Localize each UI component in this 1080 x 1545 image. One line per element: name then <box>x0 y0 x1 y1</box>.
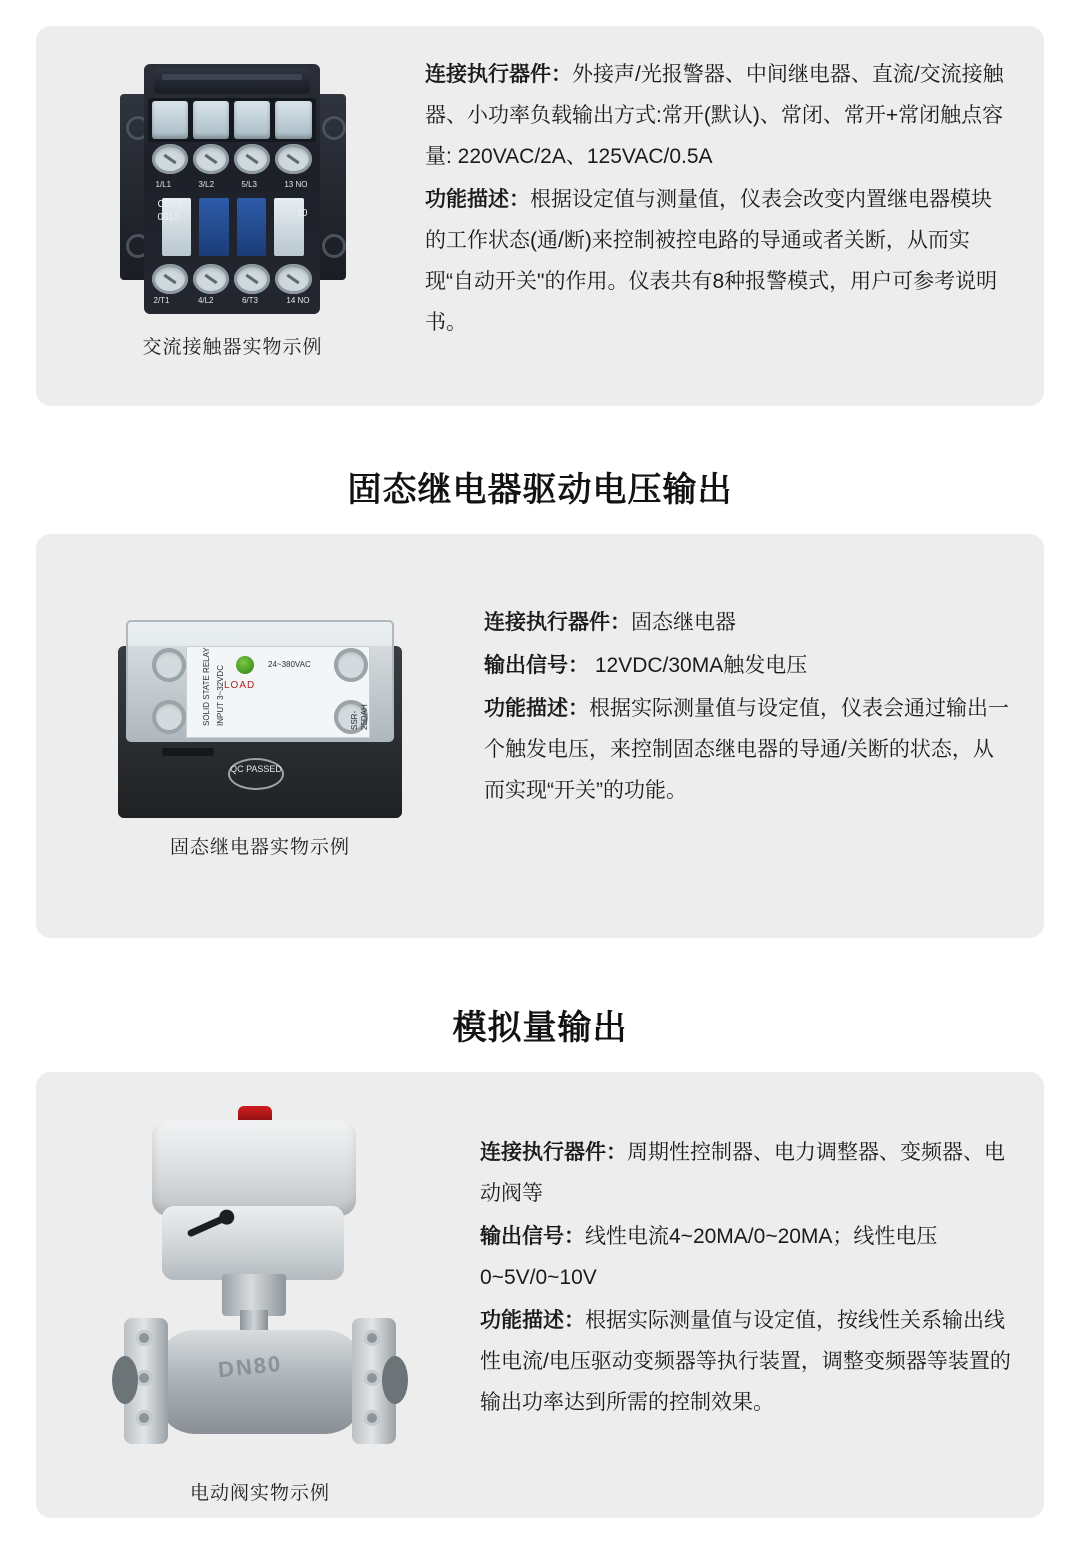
contactor-top-bar <box>154 68 310 94</box>
ssr-qc-stamp: QC PASSED <box>228 758 284 790</box>
contactor-paragraph-1-text: 外接声/光报警器、中间继电器、直流/交流接触器、小功率负载输出方式:常开(默认)、常闭、常开+常闭触点容量: 220VAC/2A、125VAC/0.5A <box>425 63 1004 168</box>
section-card-ssr <box>36 534 1044 938</box>
terminal-label-2: 3/L2 <box>198 180 215 189</box>
terminal-label-7: 6/T3 <box>241 296 258 305</box>
contactor-brand-label: CJX2 0910 <box>157 199 182 223</box>
contactor-paragraph-1-label: 连接执行器件： <box>425 63 572 86</box>
section-title-ssr: 固态继电器驱动电压输出 <box>347 471 733 509</box>
valve-paragraph-2 <box>480 1216 1014 1298</box>
contactor-coil-blocks <box>162 198 304 256</box>
valve-paragraph-1 <box>480 1132 1014 1214</box>
contactor-media <box>60 48 405 359</box>
contactor-terminal-caps <box>148 98 316 142</box>
ssr-paragraph-1-label: 连接执行器件： <box>484 611 631 634</box>
valve-paragraph-1-text: 周期性控制器、电力调整器、变频器、电动阀等 <box>480 1141 1005 1205</box>
ssr-paragraph-2 <box>484 645 1014 686</box>
ssr-paragraph-3-text: 根据实际测量值与设定值，仪表会通过输出一个触发电压，来控制固态继电器的导通/关断的状态，从而实现“开关”的功能。 <box>484 697 1009 802</box>
ssr-input-text: INPUT 3~32VDC <box>216 665 225 726</box>
ssr-media <box>60 556 460 859</box>
terminal-label-5: 2/T1 <box>153 296 170 305</box>
contactor-paragraph-2 <box>425 179 1004 343</box>
valve-paragraph-1-label: 连接执行器件： <box>480 1141 627 1164</box>
section-title-analog: 模拟量输出 <box>452 1009 628 1047</box>
electric-valve-photo <box>100 1102 420 1472</box>
terminal-label-8: 14 NO <box>286 296 310 305</box>
contactor-right-bracket <box>316 94 346 280</box>
ssr-ac-text: 24~380VAC <box>268 660 311 669</box>
ssr-paragraph-2-label: 输出信号： <box>484 654 589 677</box>
ssr-terminal-bottom-left <box>152 700 186 734</box>
section-card-contactor <box>36 26 1044 406</box>
valve-actuator-upper <box>152 1120 356 1216</box>
ssr-paragraph-1 <box>484 602 1014 643</box>
ssr-terminal-top-right <box>334 648 368 682</box>
ssr-vent-slot <box>162 748 214 756</box>
contactor-code-label: 10 <box>296 208 308 219</box>
valve-image-caption: 电动阀实物示例 <box>189 1483 330 1504</box>
contactor-text-column <box>405 48 1014 345</box>
valve-body <box>162 1330 358 1434</box>
ssr-paragraph-3-label: 功能描述： <box>484 697 589 720</box>
contactor-top-screws <box>148 144 316 178</box>
valve-paragraph-2-label: 输出信号： <box>480 1225 585 1248</box>
section-card-analog <box>36 1072 1044 1518</box>
terminal-label-1: 1/L1 <box>155 180 172 189</box>
valve-body-mark: DN80 <box>216 1350 284 1383</box>
ssr-series-text: SOLID STATE RELAY <box>202 647 211 726</box>
ssr-type-text: SSR-25DAH <box>350 704 369 730</box>
valve-media <box>60 1094 460 1505</box>
contactor-paragraph-2-label: 功能描述： <box>425 188 530 211</box>
terminal-label-4: 13 NO <box>284 180 308 189</box>
ssr-terminal-top-left <box>152 648 186 682</box>
terminal-label-6: 4/L2 <box>197 296 214 305</box>
ssr-cover <box>126 620 394 742</box>
solid-state-relay-photo <box>110 606 410 826</box>
ac-contactor-photo <box>118 58 348 326</box>
ssr-paragraph-1-text: 固态继电器 <box>631 611 736 634</box>
contactor-top-terminal-labels <box>150 180 314 189</box>
ssr-paragraph-3 <box>484 688 1014 811</box>
ssr-text-column <box>460 556 1014 813</box>
contactor-paragraph-1 <box>425 54 1004 177</box>
valve-actuator-lower <box>162 1206 344 1280</box>
terminal-label-3: 5/L3 <box>241 180 257 189</box>
contactor-bottom-terminal-labels <box>148 296 316 305</box>
valve-bore-left <box>112 1356 138 1404</box>
valve-paragraph-3-text: 根据实际测量值与设定值，按线性关系输出线性电流/电压驱动变频器等执行装置，调整变频器等装置的输出功率达到所需的控制效果。 <box>480 1309 1011 1414</box>
ssr-paragraph-2-text: 12VDC/30MA触发电压 <box>589 654 808 677</box>
valve-paragraph-2-text: 线性电流4~20MA/0~20MA；线性电压0~5V/0~10V <box>480 1225 938 1289</box>
contactor-image-caption: 交流接触器实物示例 <box>142 337 323 358</box>
valve-text-column <box>460 1094 1014 1425</box>
valve-bore-right <box>382 1356 408 1404</box>
valve-paragraph-3 <box>480 1300 1014 1423</box>
ssr-indicator <box>236 656 254 674</box>
contactor-paragraph-2-text: 根据设定值与测量值，仪表会改变内置继电器模块的工作状态(通/断)来控制被控电路的导通或者关断，从而实现“自动开关"的作用。仪表共有8种报警模式，用户可参考说明书。 <box>425 188 998 334</box>
contactor-bottom-screws <box>148 264 316 298</box>
ssr-image-caption: 固态继电器实物示例 <box>169 837 350 858</box>
ssr-load-text: LOAD <box>224 680 256 691</box>
valve-paragraph-3-label: 功能描述： <box>480 1309 585 1332</box>
